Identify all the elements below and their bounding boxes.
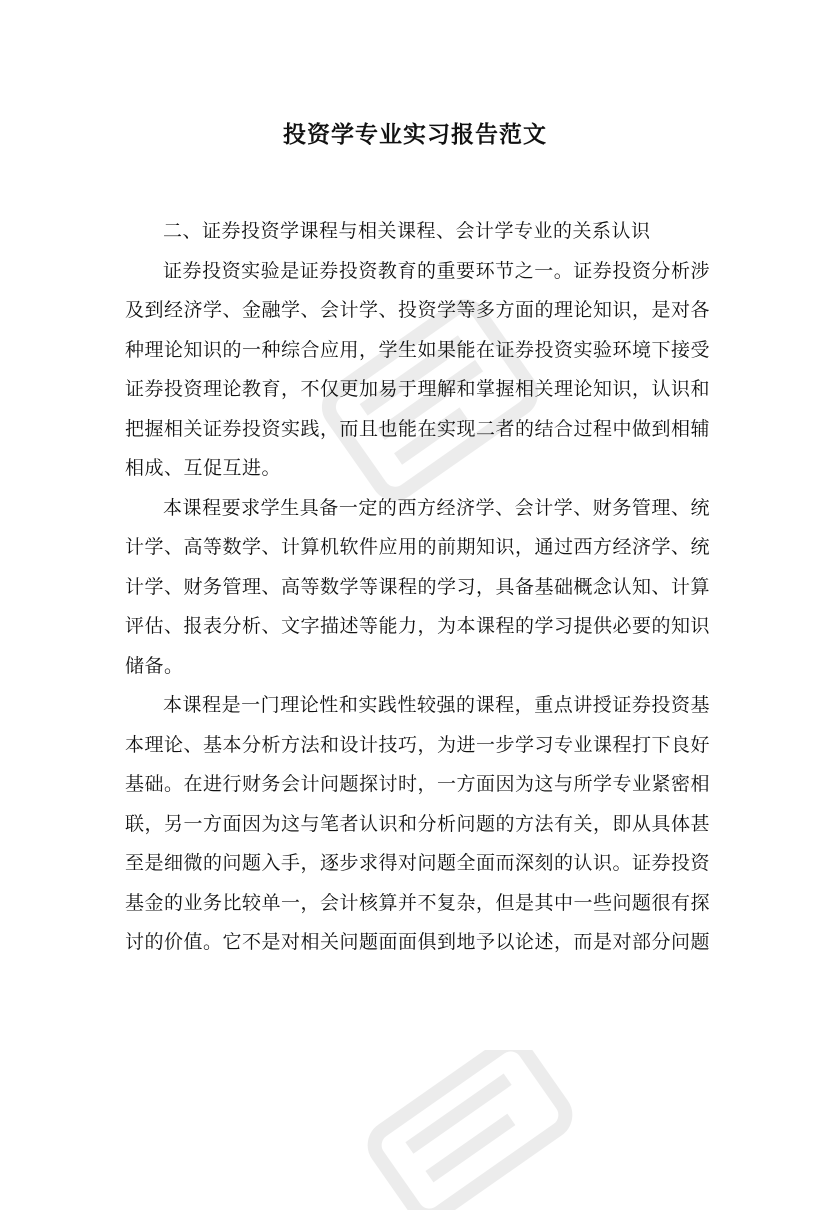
paragraph: 证券投资实验是证券投资教育的重要环节之一。证券投资分析涉及到经济学、金融学、会计学、投资学等多方面的理论知识，是对各种理论知识的一种综合应用，学生如果能在证券投资实验环境下接受证券投资理论教育，不仅更加易于理解和掌握相关理论知识，认识和把握相关证券投资实践，而且也能在实现二者的结合过程中做到相辅相成、互促互进。: [125, 259, 711, 479]
watermark-logo-bottom: [340, 1050, 600, 1210]
page-title: 投资学专业实习报告范文: [283, 122, 547, 148]
section-heading: 二、证券投资学课程与相关课程、会计学专业的关系认识: [163, 220, 651, 242]
paragraph: 本课程要求学生具备一定的西方经济学、会计学、财务管理、统计学、高等数学、计算机软件应用的前期知识，通过西方经济学、统计学、财务管理、高等数学等课程的学习，具备基础概念认知、计算评估、报表分析、文字描述等能力，为本课程的学习提供必要的知识储备。: [125, 496, 711, 677]
paragraph: 本课程是一门理论性和实践性较强的课程，重点讲授证券投资基本理论、基本分析方法和设计技巧，为进一步学习专业课程打下良好基础。在进行财务会计问题探讨时，一方面因为这与所学专业紧密相联，另一方面因为这与笔者认识和分析问题的方法有关，即从具体甚至是细微的问题入手，逐步求得对问题全面而深刻的认识。证券投资基金的业务比较单一，会计核算并不复杂，但是其中一些问题很有探讨的价值。它不是对相关问题面面俱到地予以论述，而是对部分问题: [125, 694, 711, 953]
document-body: [125, 212, 710, 963]
